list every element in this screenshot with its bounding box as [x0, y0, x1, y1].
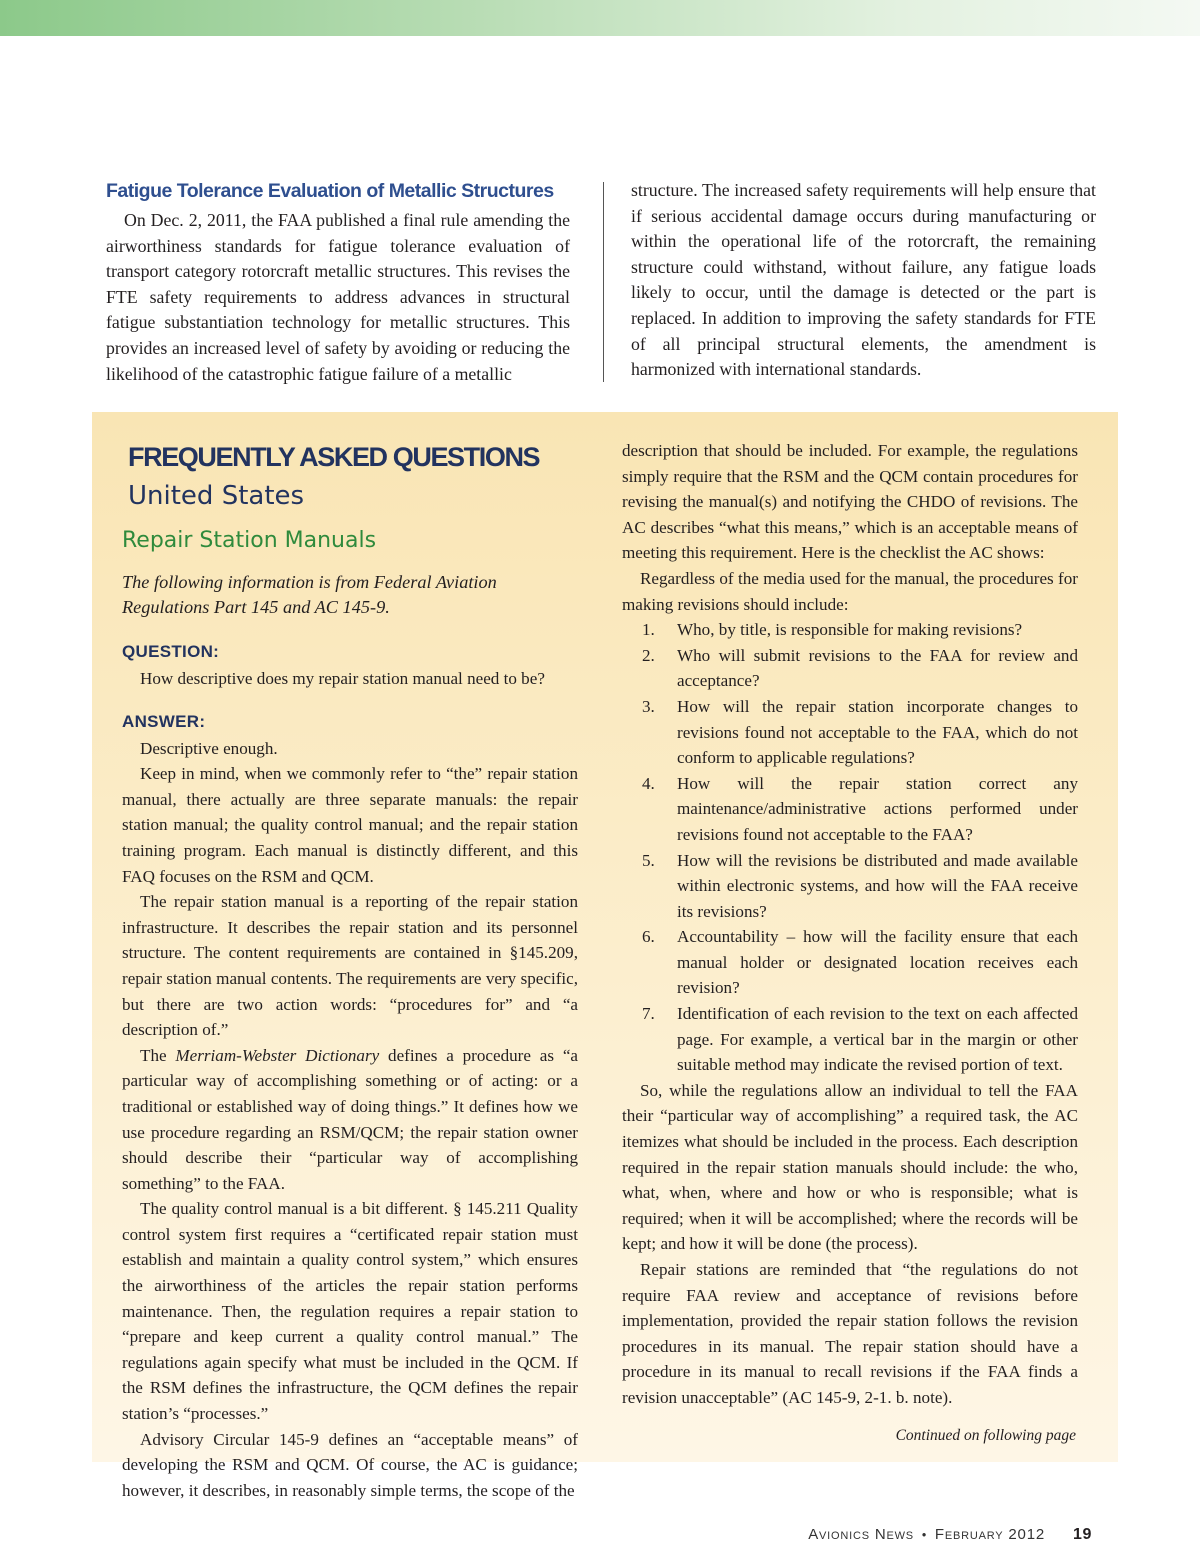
faq-column-right — [622, 438, 1078, 1445]
checklist-item — [622, 1001, 1078, 1078]
answer-paragraph: Repair stations are reminded that “the regulations do not require FAA review and acceptance of revisions before implementation, provided the repair station follows the revision procedures in its manual. The repair station should have a procedure in its manual to recall revisions if the FAA finds a revision unacceptable” (AC 145-9, 2-1. b. note). — [622, 1260, 1078, 1407]
checklist-number: 5. — [642, 850, 655, 870]
checklist-text: How will the repair station incorporate changes to revisions found not acceptable to the FAA, which do not conform to applicable regulations? — [677, 696, 1078, 768]
checklist-number: 6. — [642, 927, 655, 947]
checklist-number: 7. — [642, 1004, 655, 1024]
checklist-number: 2. — [642, 645, 655, 665]
checklist-item — [622, 848, 1078, 925]
faq-title: FREQUENTLY ASKED QUESTIONS — [128, 442, 540, 472]
question-label: QUESTION: — [122, 642, 220, 661]
page-number: 19 — [1073, 1526, 1092, 1543]
answer-paragraph: So, while the regulations allow an individual to tell the FAA their “particular way of accomplishing” a required task, the AC itemizes what should be included in the process. Each description required in the repair station manuals should include: the who, what, when, where and how or who is responsible; what is required; when it will be accomplished; where the records will be kept; and how it will be done (the process). — [622, 1080, 1078, 1254]
intro-paragraph-right: structure. The increased safety requirements will help ensure that if serious accidental damage occurs during manufacturing or within the operational life of the rotorcraft, the remaining structure could withstand, without failure, any fatigue loads likely to occur, until the damage is detected or the part is replaced. In addition to improving the safety standards for FTE of all principal structural elements, the amendment is harmonized with international standards. — [631, 180, 1096, 380]
answer-paragraph: description that should be included. For example, the regulations simply require that the RSM and the QCM contain procedures for revising the manual(s) and notifying the CHDO of revisions. The AC describes “what this means,” which is an acceptable means of meeting this requirement. Here is the checklist the AC shows: — [622, 441, 1078, 563]
continued-note: Continued on following page — [895, 1426, 1076, 1444]
intro-column-right — [631, 178, 1096, 383]
checklist-item — [622, 924, 1078, 1001]
checklist-text: Who, by title, is responsible for making revisions? — [677, 620, 1023, 640]
answer-paragraph: The repair station manual is a reporting of the repair station infrastructure. It describes the repair station and its personnel structure. The content requirements are contained in §145.209, repair station manual contents. The requirements are very specific, but there are two action words: “procedures for” and “a description of.” — [122, 892, 578, 1040]
page-footer — [808, 1526, 1092, 1544]
answer-paragraph: Keep in mind, when we commonly refer to “the” repair station manual, there actually are three separate manuals: the repair station manual; the quality control manual; and the repair station training program. Each manual is distinctly different, and this FAQ focuses on the RSM and QCM. — [122, 764, 578, 886]
faq-source-note: The following information is from Federal Aviation Regulations Part 145 and AC 145-9. — [122, 572, 497, 617]
answer-label: ANSWER: — [122, 711, 206, 731]
dictionary-title: Merriam-Webster Dictionary — [175, 1045, 380, 1065]
checklist-text: Identification of each revision to the text on each affected page. For example, a vertical bar in the margin or other suitable method may indicate the revised portion of text. — [677, 1004, 1078, 1075]
checklist-item — [622, 694, 1078, 771]
question-text: How descriptive does my repair station manual need to be? — [140, 669, 545, 688]
checklist-item — [622, 771, 1078, 848]
column-divider — [603, 182, 604, 382]
answer-paragraph: Descriptive enough. — [140, 738, 278, 758]
answer-paragraph — [122, 1043, 578, 1197]
checklist-item — [622, 617, 1078, 643]
checklist-item — [622, 643, 1078, 694]
answer-paragraph: Advisory Circular 145-9 defines an “acceptable means” of developing the RSM and QCM. Of course, the AC is guidance; however, it describes, in reasonably simple terms, the scope of the — [122, 1429, 578, 1500]
checklist-text: Accountability – how will the facility ensure that each manual holder or designated location receives each revision? — [677, 927, 1078, 998]
revision-checklist — [622, 617, 1078, 1078]
issue-date: February 2012 — [934, 1526, 1045, 1543]
checklist-number: 4. — [642, 773, 655, 793]
checklist-text: How will the revisions be distributed and made available within electronic systems, and how will the FAA receive its revisions? — [677, 850, 1078, 921]
faq-column-left — [122, 438, 578, 1503]
publication-name: Avionics News — [808, 1526, 914, 1543]
answer-text: The — [140, 1045, 176, 1065]
answer-paragraph: Regardless of the media used for the manual, the procedures for making revisions should include: — [622, 568, 1078, 614]
checklist-text: Who will submit revisions to the FAA for review and acceptance? — [677, 645, 1078, 691]
faq-subtitle: United States — [128, 481, 305, 511]
footer-separator: • — [921, 1528, 927, 1542]
intro-paragraph-left: On Dec. 2, 2011, the FAA published a final rule amending the airworthiness standards for fatigue tolerance evaluation of transport category rotorcraft metallic structures. This revises the FTE safety requirements to address advances in structural fatigue substantiation technology for metallic structures. This provides an increased level of safety by avoiding or reducing the likelihood of the catastrophic fatigue failure of a metallic — [106, 210, 570, 384]
checklist-number: 3. — [642, 696, 655, 716]
intro-column-left — [106, 178, 570, 387]
faq-topic: Repair Station Manuals — [122, 528, 377, 553]
checklist-number: 1. — [642, 620, 655, 640]
article-heading: Fatigue Tolerance Evaluation of Metallic Structures — [106, 180, 554, 202]
header-color-band — [0, 0, 1200, 36]
answer-paragraph: The quality control manual is a bit different. § 145.211 Quality control system first requires a “certificated repair station must establish and maintain a quality control system,” which ensures the airworthiness of the articles the repair station performs maintenance. Then, the regulation requires a repair station to “prepare and keep current a quality control manual.” The regulations again specify what must be included in the QCM. If the RSM defines the infrastructure, the QCM defines the repair station’s “processes.” — [122, 1199, 578, 1424]
checklist-text: How will the repair station correct any maintenance/administrative actions performed under revisions found not acceptable to the FAA? — [677, 773, 1078, 844]
answer-text: defines a procedure as “a particular way of accomplishing something or of acting: or a traditional or established way of doing things.” It defines how we use procedure regarding an RSM/QCM; the repair station owner should describe their “particular way of accomplishing something” to the FAA. — [122, 1045, 578, 1193]
